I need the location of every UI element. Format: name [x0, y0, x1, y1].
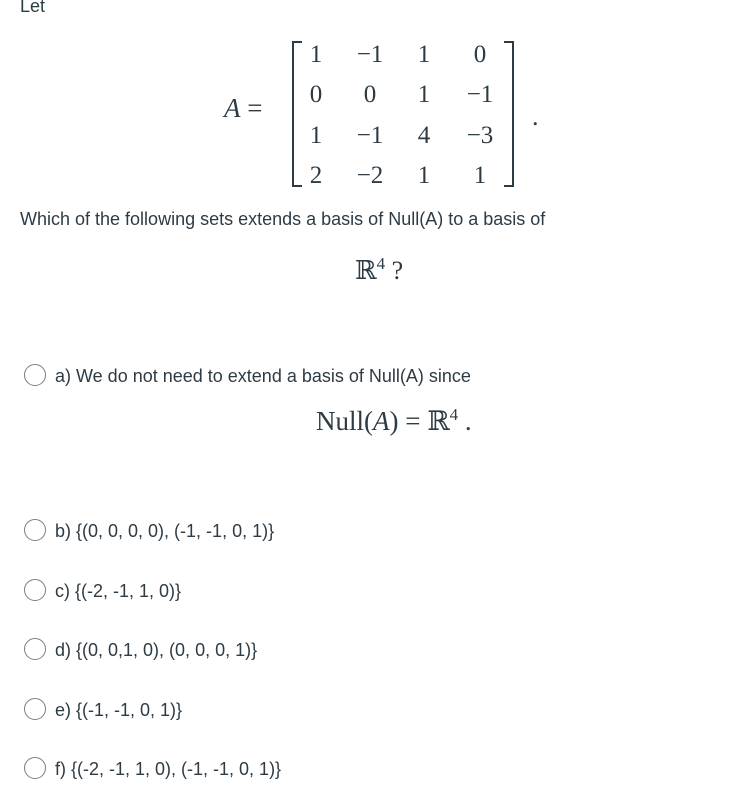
matrix-cell: 1 — [417, 162, 431, 189]
matrix-cell: −3 — [466, 122, 494, 149]
matrix-cell: −2 — [356, 162, 384, 189]
matrix-cell: 0 — [309, 81, 323, 108]
question-text: Which of the following sets extends a basis of Null(A) to a basis of — [20, 209, 546, 229]
matrix-cell: −1 — [466, 81, 494, 108]
matrix-cell: 0 — [363, 81, 377, 108]
null-rhs: ) = ℝ — [389, 406, 450, 436]
reals-exponent: 4 — [376, 254, 386, 273]
option-e-label[interactable]: e) {(-1, -1, 0, 1)} — [55, 700, 183, 720]
matrix-cell: −1 — [356, 122, 384, 149]
question-mark: ? — [385, 256, 404, 285]
option-c-label[interactable]: c) {(-2, -1, 1, 0)} — [55, 581, 182, 601]
null-function: Null( — [316, 406, 373, 436]
null-exponent: 4 — [449, 405, 459, 424]
intro-text: Let — [20, 0, 46, 16]
matrix-name — [224, 93, 262, 124]
matrix-cell: 1 — [309, 41, 323, 68]
null-variable: A — [373, 406, 390, 436]
matrix-cell: 1 — [309, 122, 323, 149]
null-period: . — [458, 406, 472, 436]
matrix-cell: 4 — [417, 122, 431, 149]
matrix-cell: 1 — [417, 81, 431, 108]
option-b-label[interactable]: b) {(0, 0, 0, 0), (-1, -1, 0, 1)} — [55, 521, 275, 541]
option-d-radio[interactable] — [24, 638, 46, 660]
option-a-label[interactable]: a) We do not need to extend a basis of Null(A) since — [55, 366, 471, 386]
option-f-radio[interactable] — [24, 757, 46, 779]
reals-symbol: ℝ — [355, 256, 377, 285]
matrix-end-period: . — [532, 102, 539, 131]
equals-sign: = — [247, 93, 263, 123]
option-f-label[interactable]: f) {(-2, -1, 1, 0), (-1, -1, 0, 1)} — [55, 759, 282, 779]
matrix-cell: −1 — [356, 41, 384, 68]
matrix-cell: 1 — [473, 162, 487, 189]
question-space — [355, 254, 403, 286]
option-a-equation — [316, 405, 472, 437]
option-d-label[interactable]: d) {(0, 0,1, 0), (0, 0, 0, 1)} — [55, 640, 258, 660]
matrix-cell: 2 — [309, 162, 323, 189]
matrix-symbol: A — [224, 93, 241, 123]
option-a-radio[interactable] — [24, 364, 46, 386]
option-c-radio[interactable] — [24, 579, 46, 601]
option-b-radio[interactable] — [24, 519, 46, 541]
option-e-radio[interactable] — [24, 698, 46, 720]
matrix-cell: 0 — [473, 41, 487, 68]
matrix-cell: 1 — [417, 41, 431, 68]
